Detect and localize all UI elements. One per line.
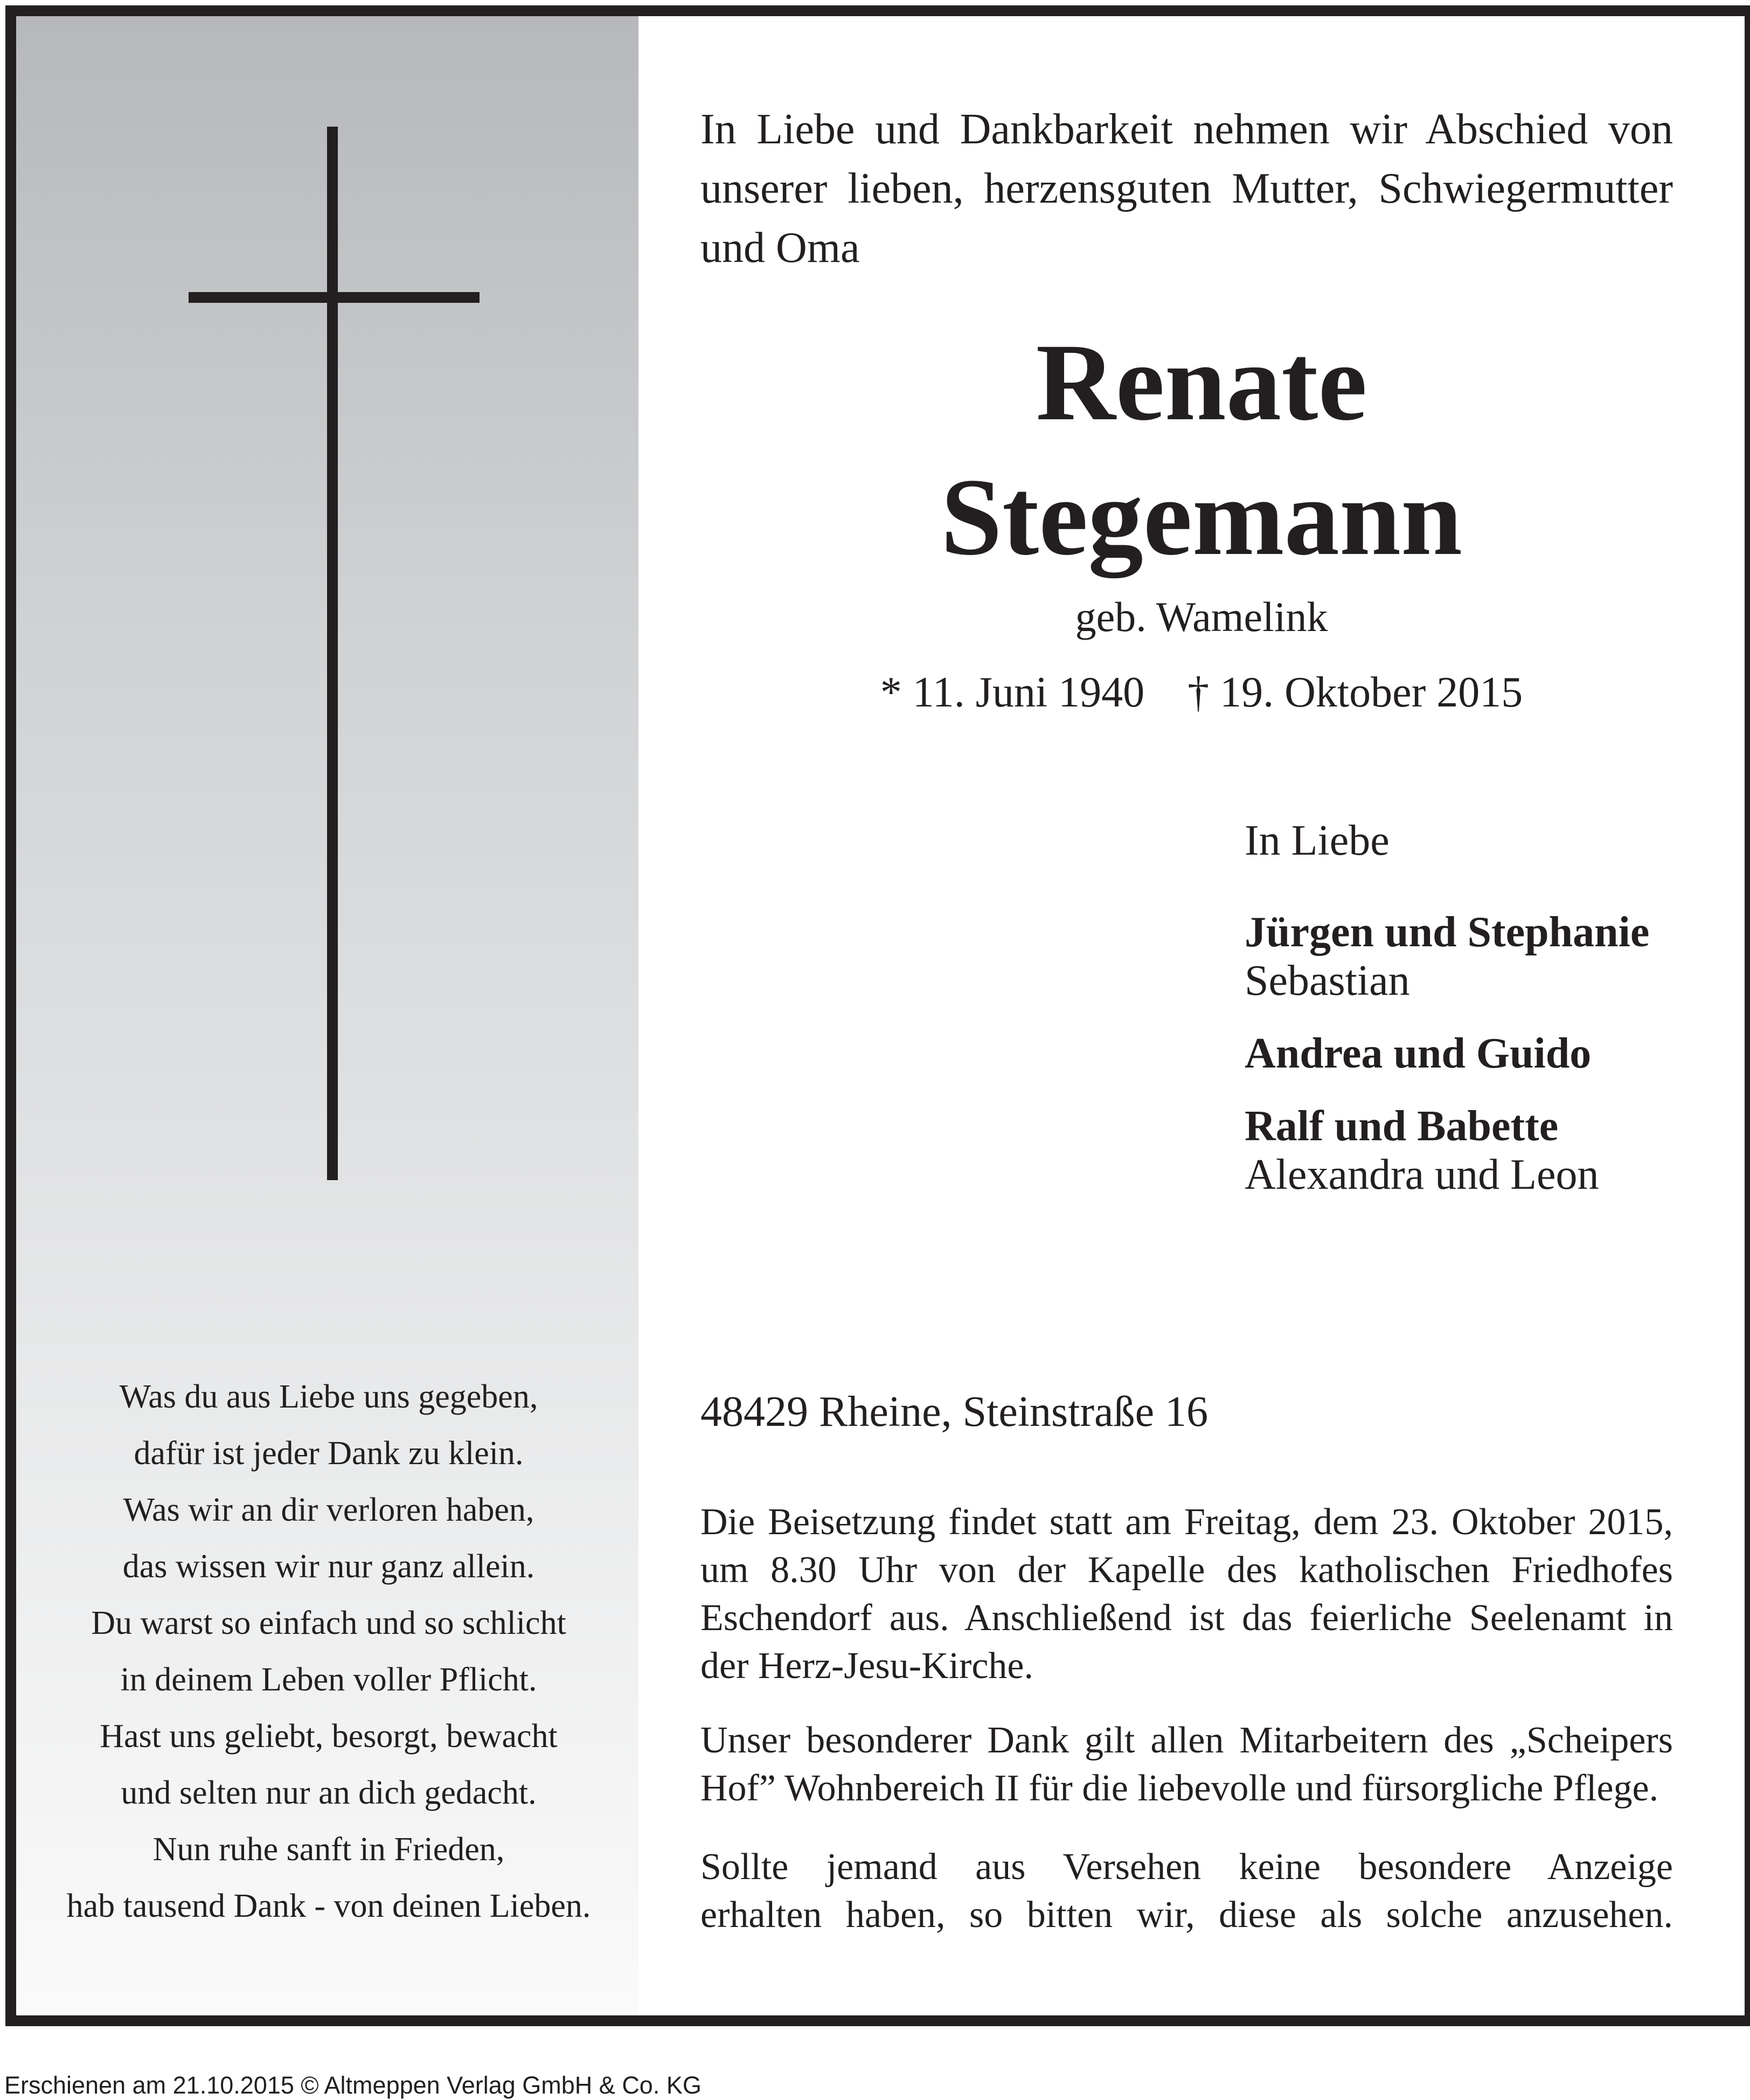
- family-group: [1245, 1029, 1719, 1078]
- family-children: Alexandra und Leon: [1245, 1151, 1599, 1198]
- paragraph-line: Hof” Wohnbereich II für die liebevolle und fürsorgliche Pflege.: [700, 1768, 1659, 1809]
- poem-line: das wissen wir nur ganz allein.: [122, 1548, 535, 1585]
- cross-horizontal-bar: [189, 292, 480, 303]
- family-group: [1245, 1102, 1719, 1199]
- deceased-last-name: Stegemann: [940, 456, 1463, 578]
- birth-name: geb. Wamelink: [1075, 593, 1328, 640]
- family-address: 48429 Rheine, Steinstraße 16: [700, 1388, 1209, 1436]
- poem-line: Was wir an dir verloren haben,: [123, 1492, 534, 1528]
- poem-line: hab tausend Dank - von deinen Lieben.: [66, 1888, 591, 1924]
- paragraph-line: erhalten haben, so bitten wir, diese als solche anzusehen.: [700, 1894, 1673, 1936]
- cross-icon: [189, 127, 480, 1180]
- life-dates: [717, 666, 1686, 719]
- poem-line: in deinem Leben voller Pflicht.: [120, 1661, 537, 1698]
- paragraph-line: Sollte jemand aus Versehen keine besondere Anzeige: [700, 1846, 1673, 1888]
- paragraph-line: Die Beisetzung findet statt am Freitag, dem 23. Oktober 2015,: [700, 1501, 1673, 1543]
- intro-line: und Oma: [700, 224, 860, 272]
- intro-text: [700, 100, 1673, 278]
- paragraph-line: Unser besonderer Dank gilt allen Mitarbeitern des „Scheipers: [700, 1720, 1673, 1761]
- thanks-paragraph: [700, 1716, 1673, 1812]
- family-greeting: In Liebe: [1245, 817, 1390, 864]
- family-group: [1245, 908, 1719, 1005]
- funeral-details: [700, 1498, 1673, 1690]
- side-panel: [16, 16, 638, 2015]
- family-children: Sebastian: [1245, 957, 1410, 1004]
- poem-line: dafür ist jeder Dank zu klein.: [134, 1435, 524, 1472]
- obituary-frame: [5, 5, 1750, 2026]
- poem-line: Hast uns geliebt, besorgt, bewacht: [100, 1718, 558, 1755]
- family-names: Jürgen und Stephanie: [1245, 909, 1650, 956]
- deceased-first-name: Renate: [1036, 321, 1367, 443]
- intro-line: In Liebe und Dankbarkeit nehmen wir Abschied von: [700, 106, 1673, 153]
- paragraph-line: Eschendorf aus. Anschließend ist das feierliche Seelenamt in: [700, 1597, 1673, 1639]
- mourners-list: [1245, 816, 1719, 1223]
- notice-paragraph: [700, 1843, 1673, 1939]
- publication-footer: Erschienen am 21.10.2015 © Altmeppen Verlag GmbH & Co. KG: [4, 2071, 702, 2099]
- poem-line: Du warst so einfach und so schlicht: [91, 1605, 566, 1641]
- death-date: † 19. Oktober 2015: [1188, 669, 1523, 716]
- memorial-poem: [38, 1369, 620, 1935]
- birth-date: * 11. Juni 1940: [880, 669, 1145, 716]
- family-names: Ralf und Babette: [1245, 1103, 1559, 1150]
- poem-line: Was du aus Liebe uns gegeben,: [119, 1378, 538, 1415]
- poem-line: Nun ruhe sanft in Frieden,: [152, 1831, 505, 1868]
- poem-line: und selten nur an dich gedacht.: [121, 1775, 537, 1811]
- family-names: Andrea und Guido: [1245, 1030, 1592, 1077]
- paragraph-line: der Herz-Jesu-Kirche.: [700, 1645, 1034, 1687]
- intro-line: unserer lieben, herzensguten Mutter, Schwiegermutter: [700, 165, 1673, 212]
- paragraph-line: um 8.30 Uhr von der Kapelle des katholischen Friedhofes: [700, 1549, 1673, 1591]
- cross-vertical-bar: [327, 127, 338, 1180]
